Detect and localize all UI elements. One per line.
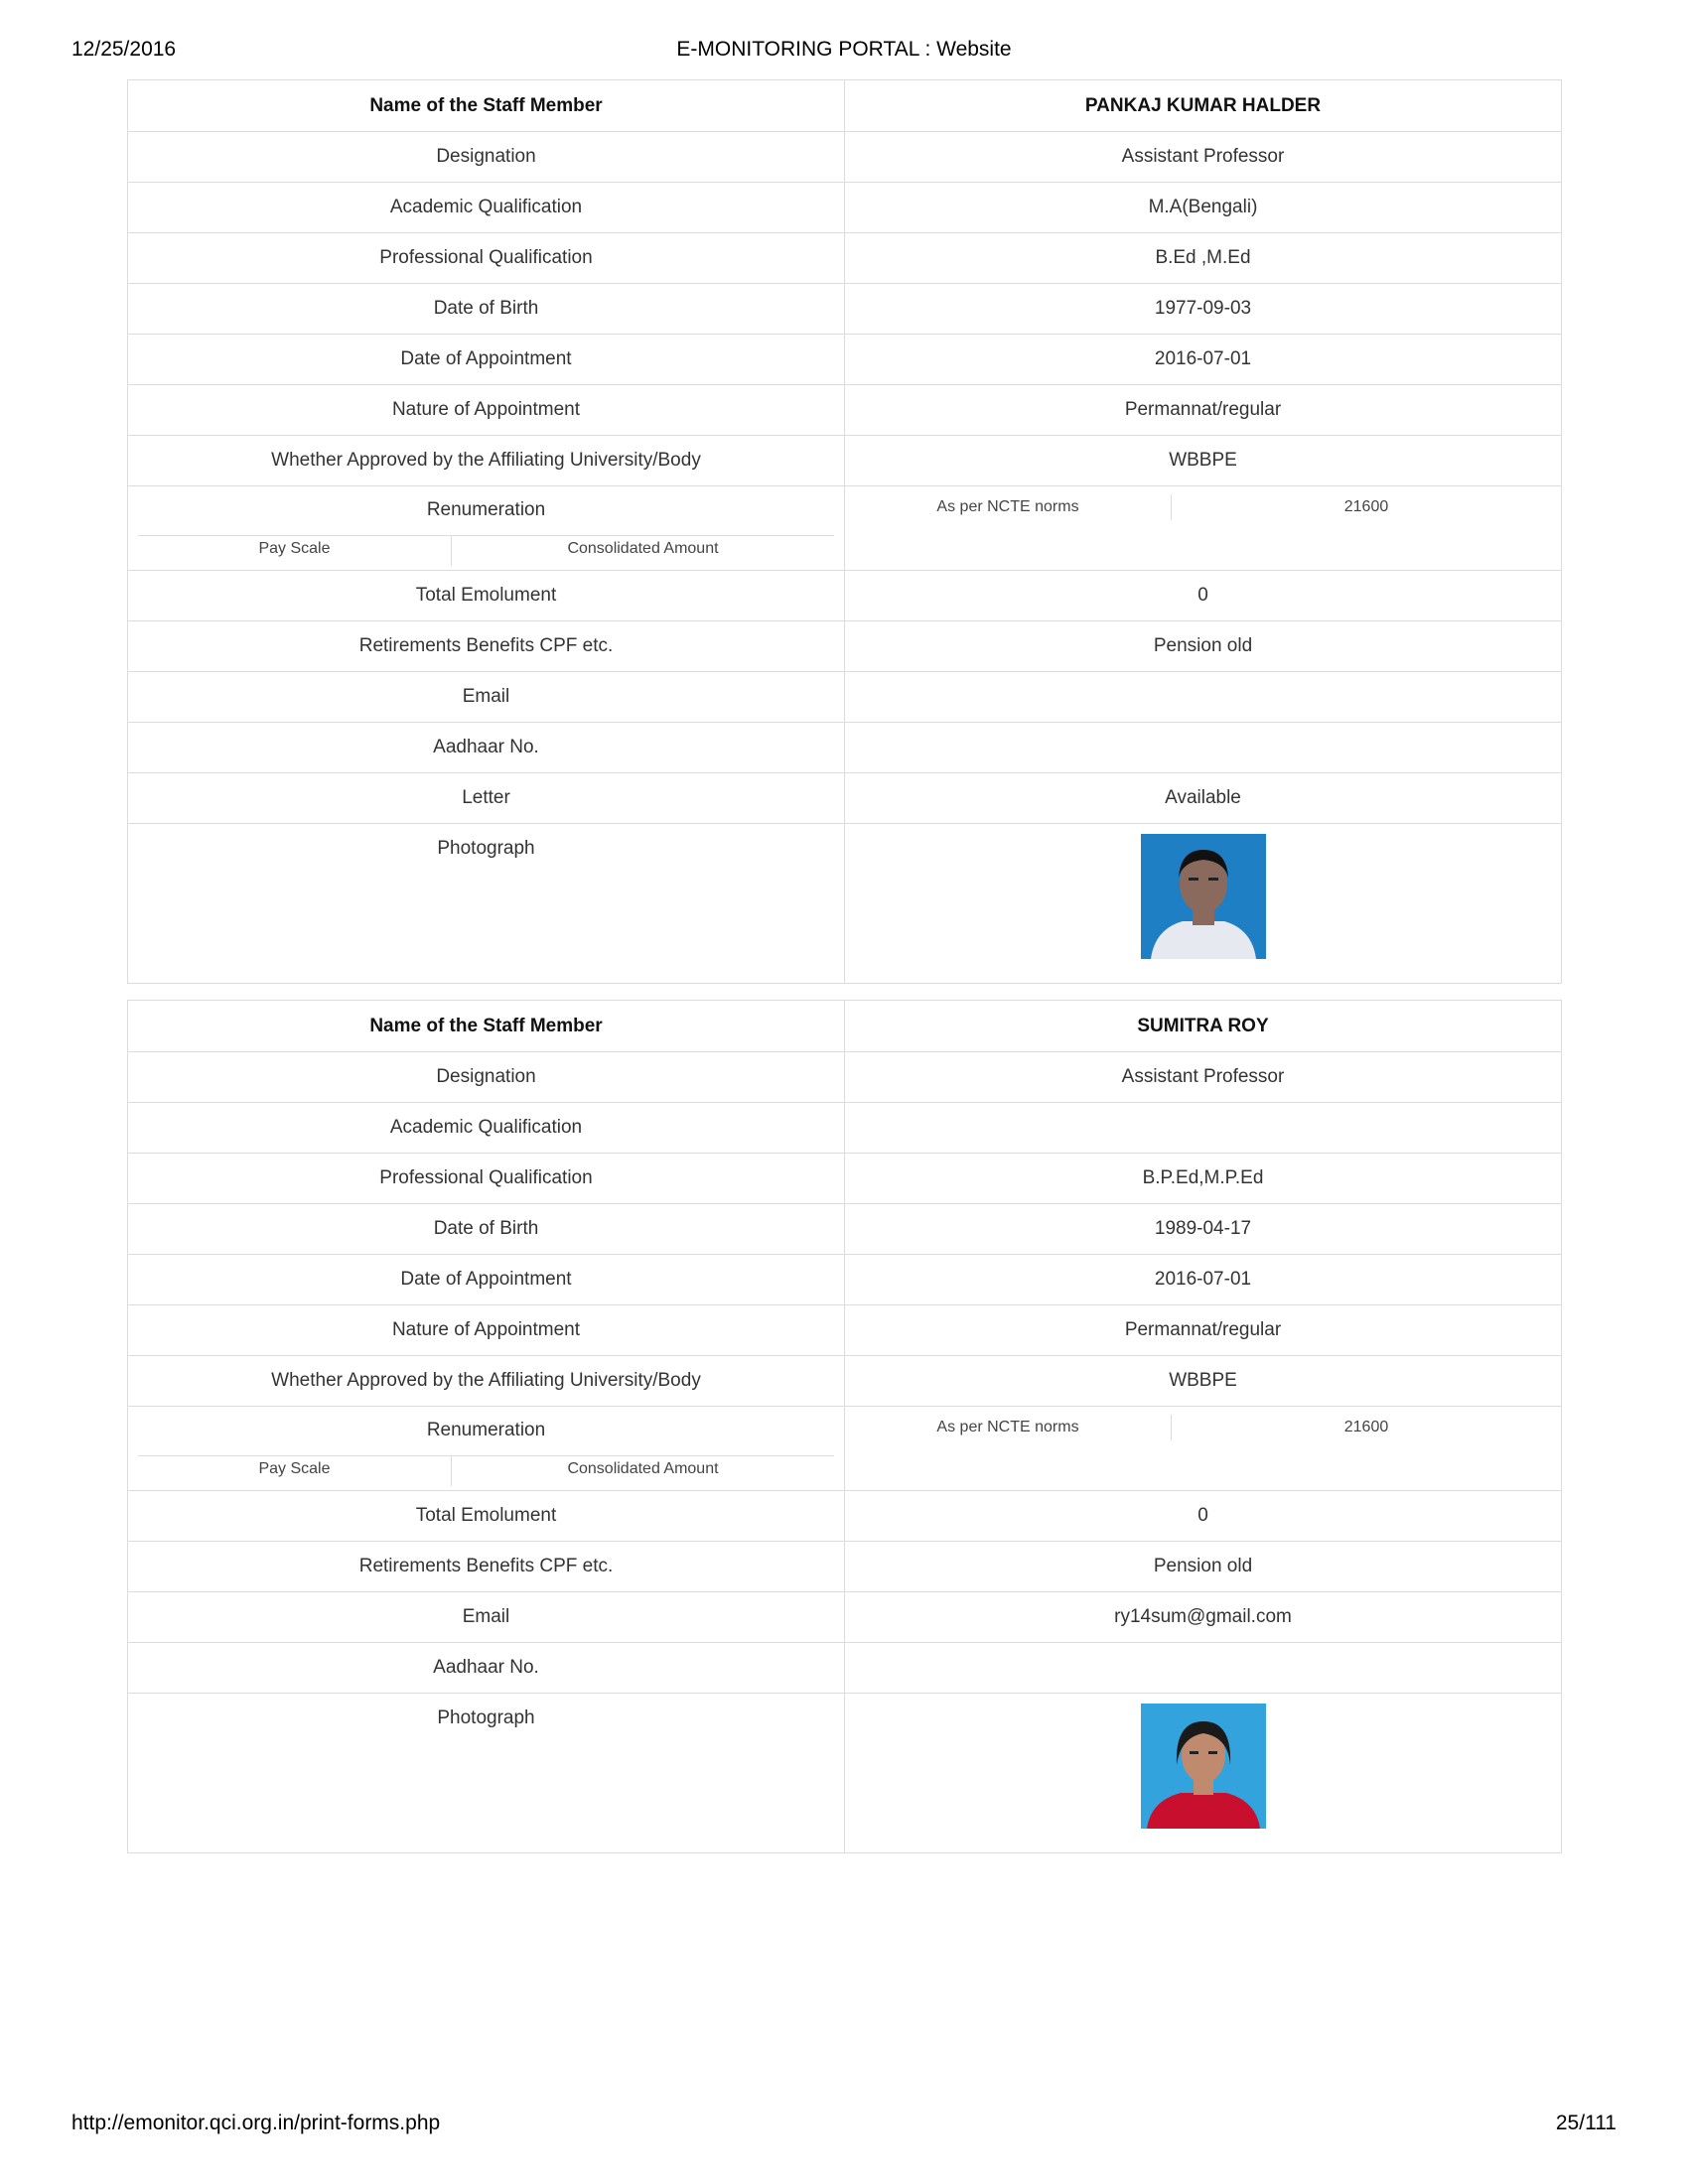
academic-value <box>845 1103 1562 1154</box>
remuneration-values <box>845 1407 1562 1491</box>
photograph-cell <box>845 824 1562 984</box>
email-value: ry14sum@gmail.com <box>845 1592 1562 1643</box>
designation-value: Assistant Professor <box>845 1052 1562 1103</box>
photograph-label: Photograph <box>128 824 845 984</box>
table-row <box>128 1542 1562 1592</box>
dob-label: Date of Birth <box>128 284 845 335</box>
aadhaar-label: Aadhaar No. <box>128 723 845 773</box>
table-row <box>128 1356 1562 1407</box>
table-row <box>128 1491 1562 1542</box>
print-title: E-MONITORING PORTAL : Website <box>676 38 1012 61</box>
email-value <box>845 672 1562 723</box>
table-row <box>128 1592 1562 1643</box>
photograph-cell <box>845 1694 1562 1853</box>
table-row <box>128 1103 1562 1154</box>
doa-label: Date of Appointment <box>128 335 845 385</box>
total-emolument-value: 0 <box>845 571 1562 621</box>
table-row <box>128 571 1562 621</box>
approved-label: Whether Approved by the Affiliating University/Body <box>128 436 845 486</box>
academic-label: Academic Qualification <box>128 183 845 233</box>
pay-scale-label: Pay Scale <box>138 1456 452 1486</box>
consolidated-amount-label: Consolidated Amount <box>567 540 719 557</box>
page-number: 25/111 <box>1555 2112 1617 2134</box>
table-row <box>128 183 1562 233</box>
doa-value: 2016-07-01 <box>845 335 1562 385</box>
footer-url: http://emonitor.qci.org.in/print-forms.php <box>71 2112 441 2134</box>
letter-value: Available <box>845 773 1562 824</box>
dob-value: 1989-04-17 <box>845 1204 1562 1255</box>
aadhaar-label: Aadhaar No. <box>128 1643 845 1694</box>
table-row <box>128 723 1562 773</box>
approved-value: WBBPE <box>845 436 1562 486</box>
consolidated-amount-value: 21600 <box>1343 498 1389 515</box>
academic-value: M.A(Bengali) <box>845 183 1562 233</box>
retirement-value: Pension old <box>845 1542 1562 1592</box>
pay-scale-label: Pay Scale <box>138 536 452 566</box>
nature-label: Nature of Appointment <box>128 1305 845 1356</box>
designation-value: Assistant Professor <box>845 132 1562 183</box>
remuneration-label: Renumeration <box>426 499 546 520</box>
dob-label: Date of Birth <box>128 1204 845 1255</box>
designation-label: Designation <box>128 132 845 183</box>
email-label: Email <box>128 672 845 723</box>
table-row <box>128 672 1562 723</box>
doa-label: Date of Appointment <box>128 1255 845 1305</box>
remuneration-cell <box>128 486 845 571</box>
retirement-label: Retirements Benefits CPF etc. <box>128 1542 845 1592</box>
table-row <box>128 1052 1562 1103</box>
table-row <box>128 1255 1562 1305</box>
staff-table-1 <box>127 79 1562 984</box>
table-row <box>128 385 1562 436</box>
table-row <box>128 1204 1562 1255</box>
nature-label: Nature of Appointment <box>128 385 845 436</box>
table-row <box>128 1643 1562 1694</box>
academic-label: Academic Qualification <box>128 1103 845 1154</box>
table-row <box>128 773 1562 824</box>
nature-value: Permannat/regular <box>845 385 1562 436</box>
table-row <box>128 80 1562 132</box>
total-emolument-label: Total Emolument <box>128 571 845 621</box>
aadhaar-value <box>845 1643 1562 1694</box>
retirement-label: Retirements Benefits CPF etc. <box>128 621 845 672</box>
print-footer <box>71 2112 1617 2141</box>
staff-photo <box>1141 1704 1266 1829</box>
table-row <box>128 1407 1562 1491</box>
table-row <box>128 621 1562 672</box>
remuneration-subheader <box>138 1455 834 1486</box>
professional-label: Professional Qualification <box>128 233 845 284</box>
staff-name: SUMITRA ROY <box>845 1001 1562 1052</box>
staff-photo <box>1141 834 1266 959</box>
total-emolument-value: 0 <box>845 1491 1562 1542</box>
table-row <box>128 486 1562 571</box>
dob-value: 1977-09-03 <box>845 284 1562 335</box>
aadhaar-value <box>845 723 1562 773</box>
remuneration-subheader <box>138 535 834 566</box>
table-row <box>128 1694 1562 1853</box>
nature-value: Permannat/regular <box>845 1305 1562 1356</box>
staff-name: PANKAJ KUMAR HALDER <box>845 80 1562 132</box>
consolidated-amount-label: Consolidated Amount <box>567 1460 719 1477</box>
email-label: Email <box>128 1592 845 1643</box>
approved-value: WBBPE <box>845 1356 1562 1407</box>
photograph-label: Photograph <box>128 1694 845 1853</box>
doa-value: 2016-07-01 <box>845 1255 1562 1305</box>
table-row <box>128 335 1562 385</box>
approved-label: Whether Approved by the Affiliating University/Body <box>128 1356 845 1407</box>
name-label: Name of the Staff Member <box>128 80 845 132</box>
remuneration-values <box>845 486 1562 571</box>
professional-value: B.P.Ed,M.P.Ed <box>845 1154 1562 1204</box>
remuneration-cell <box>128 1407 845 1491</box>
table-row <box>128 284 1562 335</box>
print-date: 12/25/2016 <box>71 38 177 61</box>
table-row <box>128 132 1562 183</box>
name-label: Name of the Staff Member <box>128 1001 845 1052</box>
table-row <box>128 1001 1562 1052</box>
pay-scale-value: As per NCTE norms <box>845 1415 1172 1440</box>
retirement-value: Pension old <box>845 621 1562 672</box>
letter-label: Letter <box>128 773 845 824</box>
table-row <box>128 824 1562 984</box>
table-row <box>128 1305 1562 1356</box>
consolidated-amount-value: 21600 <box>1343 1419 1389 1435</box>
table-row <box>128 233 1562 284</box>
designation-label: Designation <box>128 1052 845 1103</box>
professional-value: B.Ed ,M.Ed <box>845 233 1562 284</box>
staff-table-2 <box>127 1000 1562 1853</box>
pay-scale-value: As per NCTE norms <box>845 494 1172 520</box>
professional-label: Professional Qualification <box>128 1154 845 1204</box>
total-emolument-label: Total Emolument <box>128 1491 845 1542</box>
remuneration-label: Renumeration <box>426 1420 546 1440</box>
print-header <box>71 38 1617 68</box>
table-row <box>128 436 1562 486</box>
table-row <box>128 1154 1562 1204</box>
